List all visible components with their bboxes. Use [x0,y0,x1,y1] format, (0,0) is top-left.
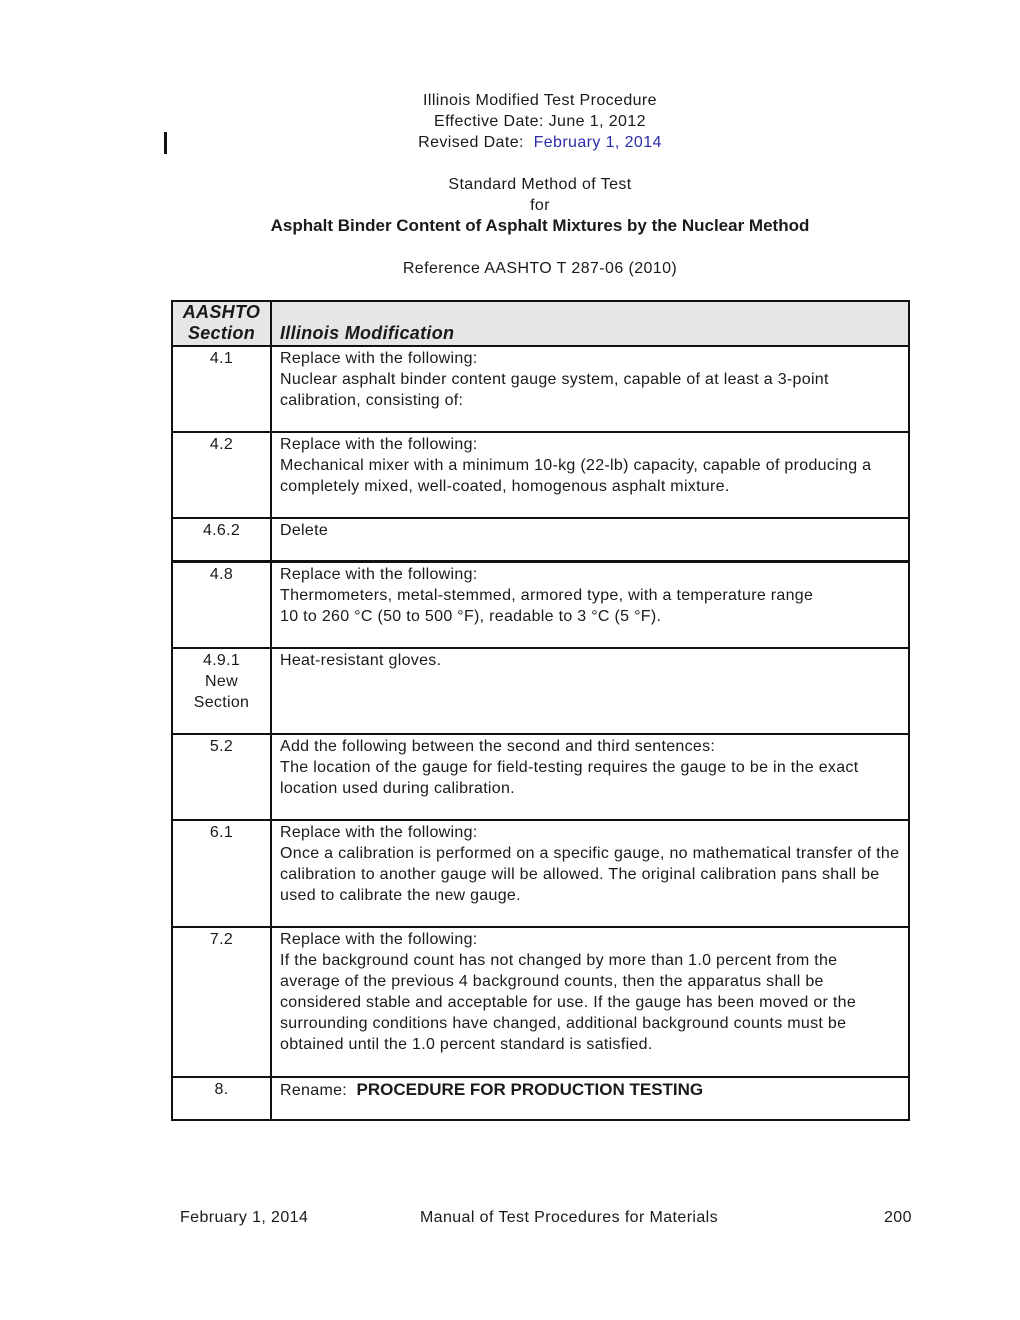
footer-manual-title: Manual of Test Procedures for Materials [419,1209,719,1226]
procedure-line: Illinois Modified Test Procedure [423,92,657,109]
table-row [172,562,909,649]
modification-text: Delete [280,522,329,539]
modification-cell [271,518,909,562]
revised-date-label: Revised Date: [418,134,524,151]
modification-cell [271,1077,909,1120]
for-line: for [530,197,550,214]
table-row [172,820,909,927]
footer-page-number: 200 [884,1209,912,1226]
modification-text: Replace with the following: Nuclear asphalt binder content gauge system, capable of at least a 3-point calibration, consisting of: [280,350,829,409]
section-cell: 4.6.2 [172,518,271,562]
modification-text: Replace with the following: Once a calibration is performed on a specific gauge, no mathematical transfer of the calibration to another gauge will be allowed. The original calibration pans shall be used to calibrate the new gauge. [280,824,900,904]
modification-cell [271,734,909,820]
modification-text: Replace with the following: Thermometers, metal-stemmed, armored type, with a temperature range 10 to 260 °C (50 to 500 °F), readable to 3 °C (5 °F). [280,566,814,625]
modification-text: Heat-resistant gloves. [280,652,442,669]
table-row [172,648,909,734]
modification-cell [271,648,909,734]
effective-date: Effective Date: June 1, 2012 [434,113,646,130]
rename-label: Rename: [280,1082,348,1099]
modification-cell [271,927,909,1077]
rename-heading: PROCEDURE FOR PRODUCTION TESTING [356,1080,704,1099]
modification-text: Add the following between the second and third sentences: The location of the gauge for field-testing requires the gauge to be in the exact location used during calibration. [280,738,859,797]
reference-line: Reference AASHTO T 287-06 (2010) [402,260,678,277]
footer-date: February 1, 2014 [180,1209,309,1226]
section-cell: 6.1 [172,820,271,927]
table-row [172,927,909,1077]
modification-text: Replace with the following: If the background count has not changed by more than 1.0 percent from the average of the previous 4 background counts, then the apparatus shall be considered stable and acceptable for use. If the gauge has been moved or the surrounding conditions have changed, additional background counts must be obtained until the 1.0 percent standard is satisfied. [280,931,857,1053]
section-cell: 7.2 [172,927,271,1077]
modifications-table [171,300,910,1121]
col-header-section [172,301,271,346]
document-title: Asphalt Binder Content of Asphalt Mixtures by the Nuclear Method [270,216,810,235]
modification-cell [271,820,909,927]
standard-method-line: Standard Method of Test [448,176,632,193]
table-row [172,518,909,562]
revised-date-line [0,132,1020,153]
revision-bar [164,132,167,154]
section-cell: 4.8 [172,562,271,649]
section-cell: 4.2 [172,432,271,518]
modification-cell [271,346,909,432]
section-text: 4.9.1 New Section [193,652,250,711]
modification-text: Replace with the following: Mechanical mixer with a minimum 10-kg (22-lb) capacity, capable of producing a completely mixed, well-coated, homogenous asphalt mixture. [280,436,872,495]
table-row [172,734,909,820]
section-cell [172,648,271,734]
col-header-section-text: AASHTO Section [182,302,261,343]
table-row [172,1077,909,1120]
table-header-row [172,301,909,346]
section-cell: 8. [172,1077,271,1120]
table-row [172,432,909,518]
section-cell: 4.1 [172,346,271,432]
modification-cell [271,432,909,518]
revised-date-value: February 1, 2014 [533,134,662,151]
modification-cell [271,562,909,649]
section-cell: 5.2 [172,734,271,820]
col-header-modification: Illinois Modification [271,301,909,346]
table-row [172,346,909,432]
